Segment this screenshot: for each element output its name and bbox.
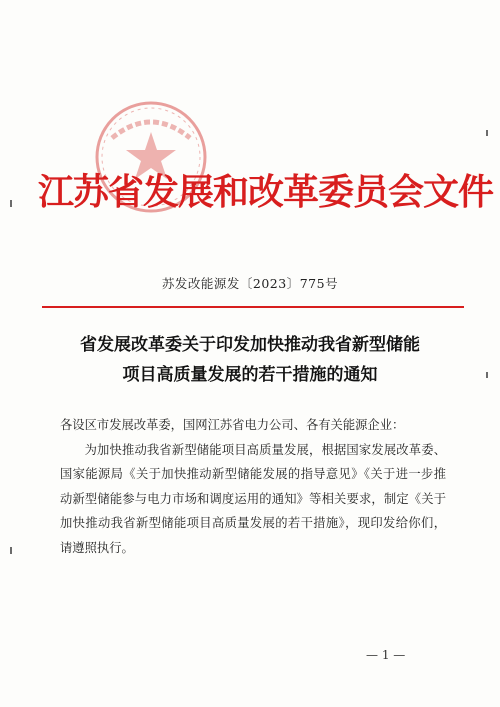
red-divider-line — [42, 306, 464, 308]
title-line-2: 项目高质量发展的若干措施的通知 — [122, 365, 378, 385]
title-line-1: 省发展改革委关于印发加快推动我省新型储能 — [80, 335, 420, 355]
page-number: — 1 — — [366, 648, 406, 662]
binding-hole-mark — [10, 200, 12, 207]
binding-hole-mark — [486, 372, 488, 378]
body-paragraph: 为加快推动我省新型储能项目高质量发展，根据国家发展改革委、国家能源局《关于加快推动新型储能发展的指导意见》《关于进一步推动新型储能参与电力市场和调度运用的通知》等相关要求，制定《关于加快推动我省新型储能项目高质量发展的若干措施》，现印发给你们，请遵照执行。 — [60, 442, 446, 555]
document-body — [60, 413, 446, 561]
document-number: 苏发改能源发〔2023〕775号 — [161, 276, 339, 291]
issuing-authority-header: 江苏省发展和改革委员会文件 — [38, 171, 494, 213]
binding-hole-mark — [486, 130, 488, 136]
salutation: 各设区市发展改革委，国网江苏省电力公司、各有关能源企业： — [60, 418, 405, 432]
binding-hole-mark — [10, 547, 12, 554]
document-title — [30, 330, 470, 390]
